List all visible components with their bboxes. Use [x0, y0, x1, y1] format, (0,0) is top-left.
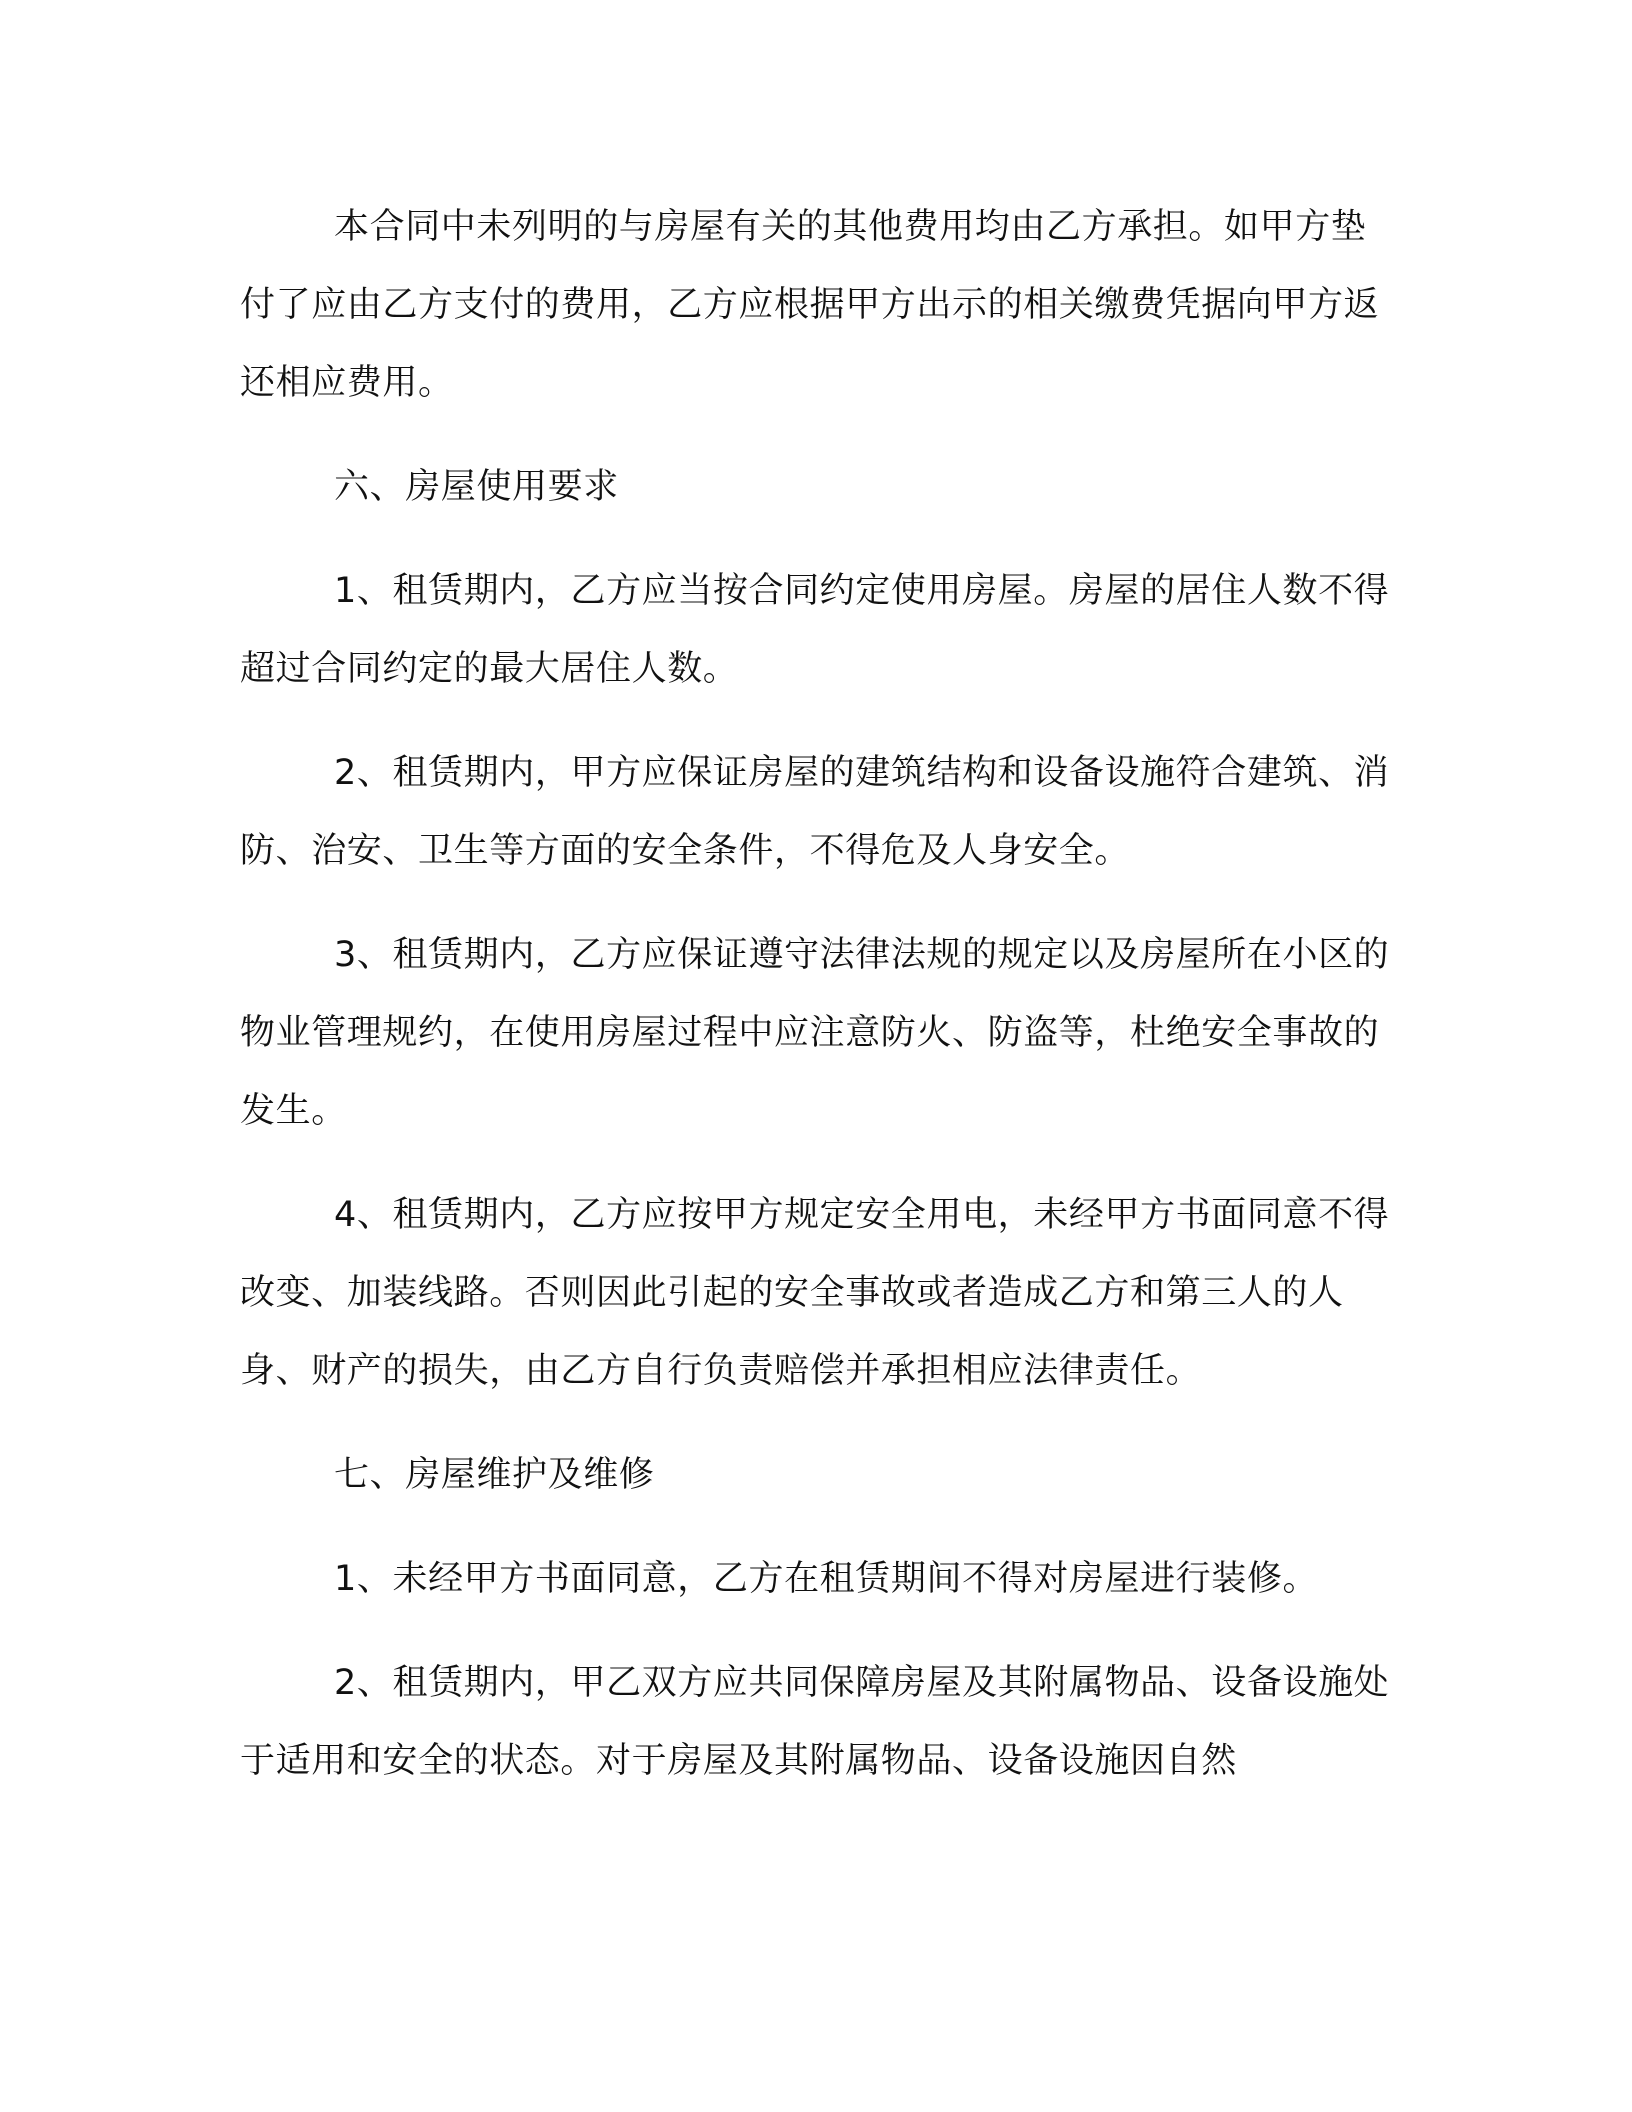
clause-7-1: 1、未经甲方书面同意，乙方在租赁期间不得对房屋进行装修。 [334, 1559, 1319, 1599]
document-page [240, 188, 1392, 1800]
clause-6-2: 2、租赁期内，甲方应保证房屋的建筑结构和设备设施符合建筑、消防、治安、卫生等方面的安全条件，不得危及人身安全。 [240, 753, 1390, 871]
section-heading-maintenance: 七、房屋维护及维修 [334, 1455, 655, 1495]
clause-6-4: 4、租赁期内，乙方应按甲方规定安全用电，未经甲方书面同意不得改变、加装线路。否则因此引起的安全事故或者造成乙方和第三人的人身、财产的损失，由乙方自行负责赔偿并承担相应法律责任。 [240, 1195, 1390, 1391]
clause-6-3: 3、租赁期内，乙方应保证遵守法律法规的规定以及房屋所在小区的物业管理规约，在使用房屋过程中应注意防火、防盗等，杜绝安全事故的发生。 [240, 935, 1390, 1131]
clause-6-1: 1、租赁期内，乙方应当按合同约定使用房屋。房屋的居住人数不得超过合同约定的最大居住人数。 [240, 571, 1390, 689]
paragraph-other-fees: 本合同中未列明的与房屋有关的其他费用均由乙方承担。如甲方垫付了应由乙方支付的费用，乙方应根据甲方出示的相关缴费凭据向甲方返还相应费用。 [240, 207, 1380, 403]
clause-7-2: 2、租赁期内，甲乙双方应共同保障房屋及其附属物品、设备设施处于适用和安全的状态。对于房屋及其附属物品、设备设施因自然 [240, 1663, 1390, 1781]
section-heading-usage: 六、房屋使用要求 [334, 467, 619, 507]
